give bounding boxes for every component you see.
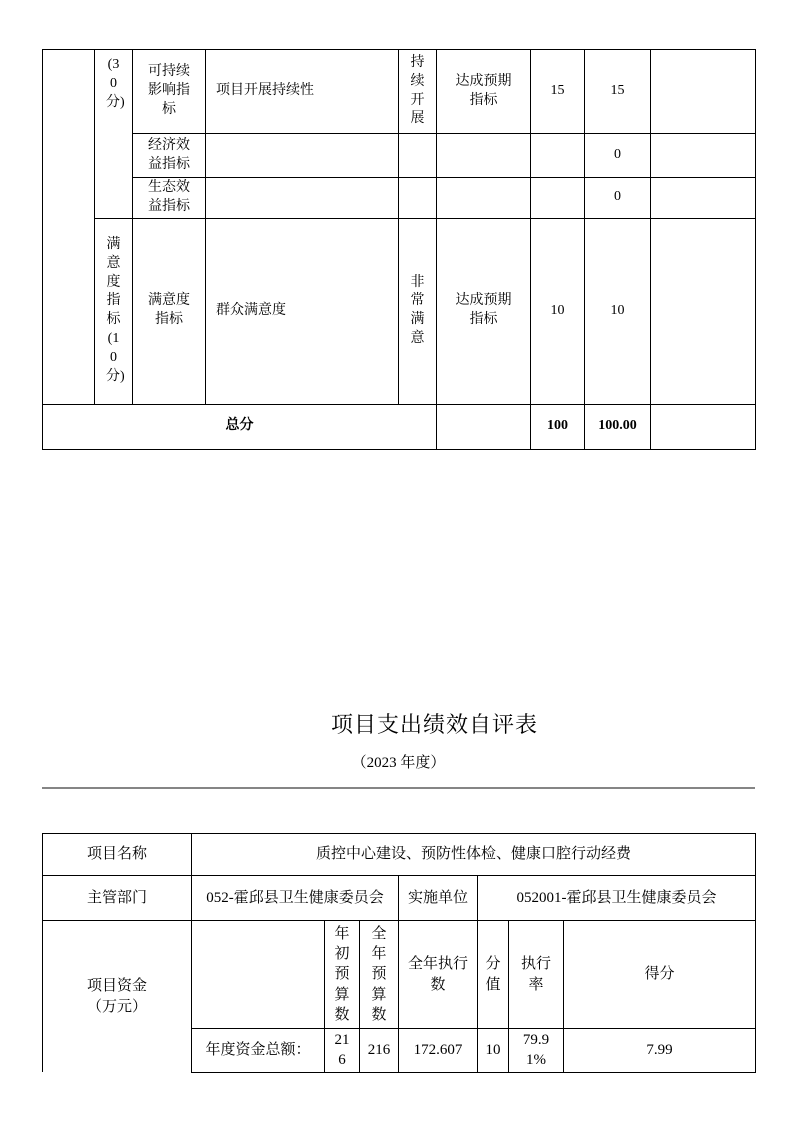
annual-total-points-cell: 10 [478,1029,509,1073]
economic-score-cell: 0 [585,134,651,178]
annual-total-execution-rate-cell: 79.91% [509,1029,564,1073]
annual-execution-header-cell: 全年执行数 [399,921,478,1029]
sustain-note-cell [651,50,756,134]
annual-total-execution-cell: 172.607 [399,1029,478,1073]
satisfaction-points-cell: 10 [531,218,585,404]
table-row [43,218,756,404]
satisfaction-group-cell: 满意度指标(10分) [95,218,133,404]
annual-total-label-cell: 年度资金总额： [192,1029,325,1073]
initial-budget-header-cell: 年初预算数 [325,921,360,1029]
annual-total-score-cell: 7.99 [564,1029,756,1073]
economic-category-cell: 经济效益指标 [133,134,206,178]
horizontal-rule [42,787,755,789]
funds-header-row [43,921,756,1029]
score-header-cell: 得分 [564,921,756,1029]
ecology-target-cell [399,178,437,219]
economic-points-cell [531,134,585,178]
benefit-weight-cell: (30分) [95,50,133,219]
economic-indicator-cell [206,134,399,178]
page-title: 项目支出绩效自评表 [330,712,538,737]
ecology-completion-cell [437,178,531,219]
total-points-cell: 100 [531,404,585,449]
ecology-points-cell [531,178,585,219]
department-value-cell: 052-霍邱县卫生健康委员会 [192,876,399,921]
project-funds-label: 项目资金（万元） [86,978,147,1015]
total-score-cell: 100.00 [585,404,651,449]
total-note-cell [651,404,756,449]
self-eval-table [42,833,756,1073]
satisfaction-category-cell: 满意度指标 [133,218,206,404]
table-row [43,834,756,876]
satisfaction-indicator-cell: 群众满意度 [206,218,399,404]
project-funds-label-cell [43,921,192,1073]
funds-row-label-header-cell [192,921,325,1029]
satisfaction-target-cell: 非常满意 [399,218,437,404]
points-header-cell: 分值 [478,921,509,1029]
satisfaction-completion-cell: 达成预期指标 [437,218,531,404]
sustain-category-cell: 可持续影响指标 [133,50,206,134]
implement-unit-label-cell: 实施单位 [399,876,478,921]
sustain-points-cell: 15 [531,50,585,134]
economic-note-cell [651,134,756,178]
sustain-score-cell: 15 [585,50,651,134]
total-row [43,404,756,449]
execution-rate-header-cell: 执行率 [509,921,564,1029]
project-name-value-cell: 质控中心建设、预防性体检、健康口腔行动经费 [192,834,756,876]
ecology-category-cell: 生态效益指标 [133,178,206,219]
sustain-target-cell: 持续开展 [399,50,437,134]
economic-target-cell [399,134,437,178]
ecology-note-cell [651,178,756,219]
sustain-completion-cell: 达成预期指标 [437,50,531,134]
score-table [42,49,756,450]
annual-budget-header-cell: 全年预算数 [360,921,399,1029]
total-label-cell: 总分 [43,404,437,449]
department-label-cell: 主管部门 [43,876,192,921]
ecology-indicator-cell [206,178,399,219]
indicator-group-blank-cell [43,50,95,405]
annual-total-initial-budget-cell: 216 [325,1029,360,1073]
annual-total-annual-budget-cell: 216 [360,1029,399,1073]
implement-unit-value-cell: 052001-霍邱县卫生健康委员会 [478,876,756,921]
economic-completion-cell [437,134,531,178]
table-row [43,50,756,134]
total-blank-cell [437,404,531,449]
satisfaction-score-cell: 10 [585,218,651,404]
page-subtitle: （2023 年度） [351,755,446,771]
project-name-label-cell: 项目名称 [43,834,192,876]
table-row [43,876,756,921]
ecology-score-cell: 0 [585,178,651,219]
table-row [43,134,756,178]
table-row [43,178,756,219]
sustain-indicator-cell: 项目开展持续性 [206,50,399,134]
satisfaction-note-cell [651,218,756,404]
